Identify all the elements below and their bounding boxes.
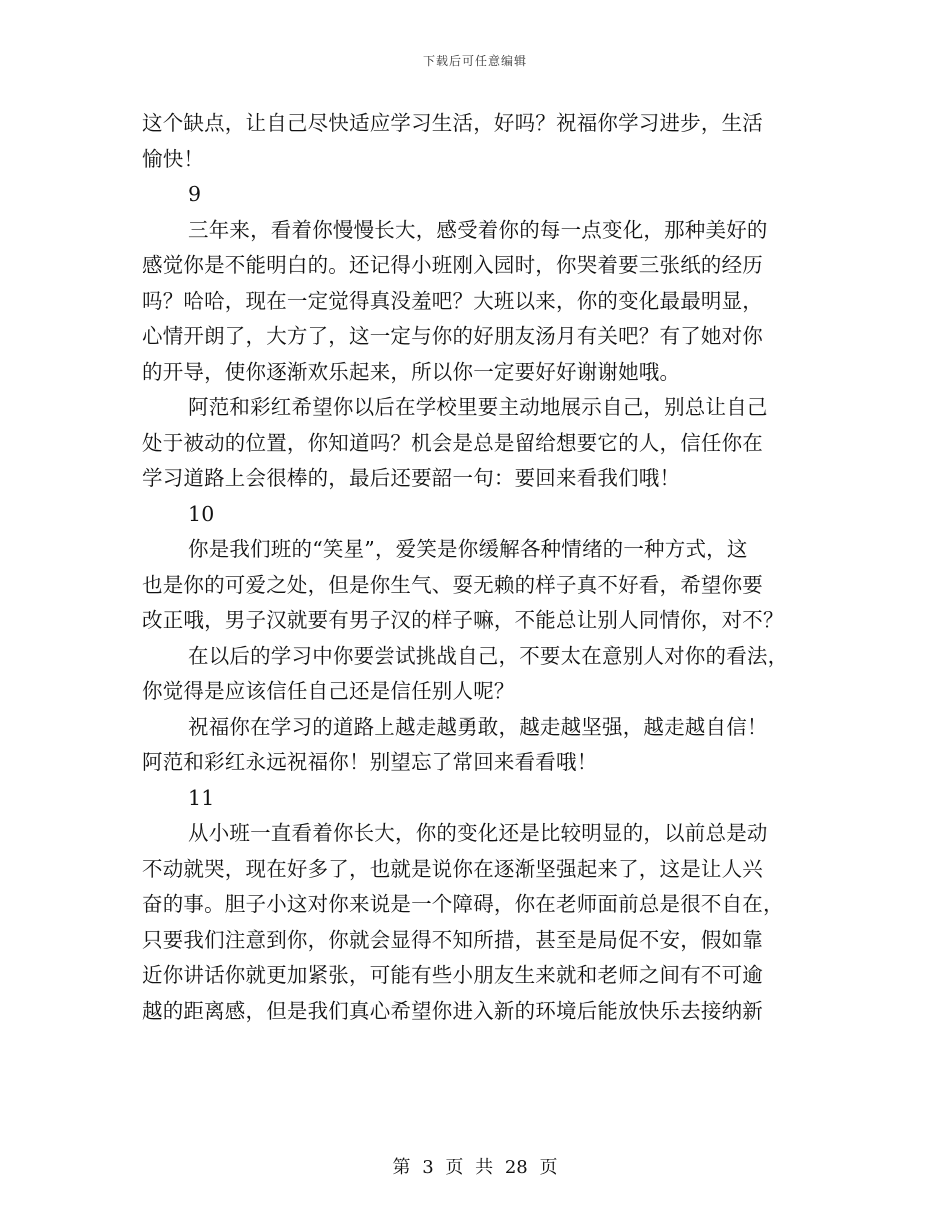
text-line: 你是我们班的“笑星”，爱笑是你缓解各种情绪的一种方式，这 [188, 537, 748, 561]
text-line: 9 [188, 182, 202, 206]
text-line: 也是你的可爱之处，但是你生气、耍无赖的样子真不好看，希望你要 [142, 572, 763, 597]
text-line: 心情开朗了，大方了，这一定与你的好朋友汤月有关吧？有了她对你 [142, 324, 763, 348]
text-line: 你觉得是应该信任自己还是信任别人呢？ [142, 679, 515, 703]
text-line: 祝福你在学习的道路上越走越勇敢，越走越坚强，越走越自信！ [188, 714, 768, 739]
text-line: 只要我们注意到你，你就会显得不知所措，甚至是局促不安，假如靠 [142, 927, 763, 952]
text-line: 愉快！ [142, 146, 205, 171]
text-line: 的开导，使你逐渐欢乐起来，所以你一定要好好谢谢她哦。 [142, 359, 681, 384]
text-line: 三年来，看着你慢慢长大，感受着你的每一点变化，那种美好的 [188, 217, 768, 242]
document-body [142, 106, 808, 1029]
text-line: 在以后的学习中你要尝试挑战自己，不要太在意别人对你的看法， [188, 643, 789, 668]
text-line: 学习道路上会很棒的，最后还要韶一句：要回来看我们哦！ [142, 466, 681, 490]
text-line: 11 [188, 785, 215, 810]
text-line: 这个缺点，让自己尽快适应学习生活，好吗？祝福你学习进步，生活 [142, 111, 763, 135]
text-line: 改正哦，男子汉就要有男子汉的样子嘛，不能总让别人同情你，对不？ [142, 608, 784, 632]
text-line: 处于被动的位置，你知道吗？机会是总是留给想要它的人，信任你在 [142, 430, 763, 455]
text-line: 吗？哈哈，现在一定觉得真没羞吧？大班以来，你的变化最最明显， [142, 288, 763, 313]
text-line: 从小班一直看着你长大，你的变化还是比较明显的，以前总是动 [188, 821, 768, 845]
page-header: 下载后可任意编辑 [422, 54, 527, 68]
text-line: 阿范和彩红希望你以后在学校里要主动地展示自己，别总让自己 [188, 395, 768, 419]
text-line: 奋的事。胆子小这对你来说是一个障碍，你在老师面前总是很不自在， [142, 892, 784, 916]
text-line: 10 [188, 501, 215, 526]
text-line: 阿范和彩红永远祝福你！别望忘了常回来看看哦！ [142, 750, 598, 774]
text-line: 近你讲话你就更加紧张，可能有些小朋友生来就和老师之间有不可逾 [142, 963, 763, 987]
text-line: 感觉你是不能明白的。还记得小班刚入园时，你哭着要三张纸的经历 [142, 253, 763, 277]
page-footer: 第 3 页 共 28 页 [392, 1157, 558, 1178]
text-line: 不动就哭，现在好多了，也就是说你在逐渐坚强起来了，这是让人兴 [142, 856, 763, 881]
text-line: 越的距离感，但是我们真心希望你进入新的环境后能放快乐去接纳新 [142, 998, 763, 1023]
